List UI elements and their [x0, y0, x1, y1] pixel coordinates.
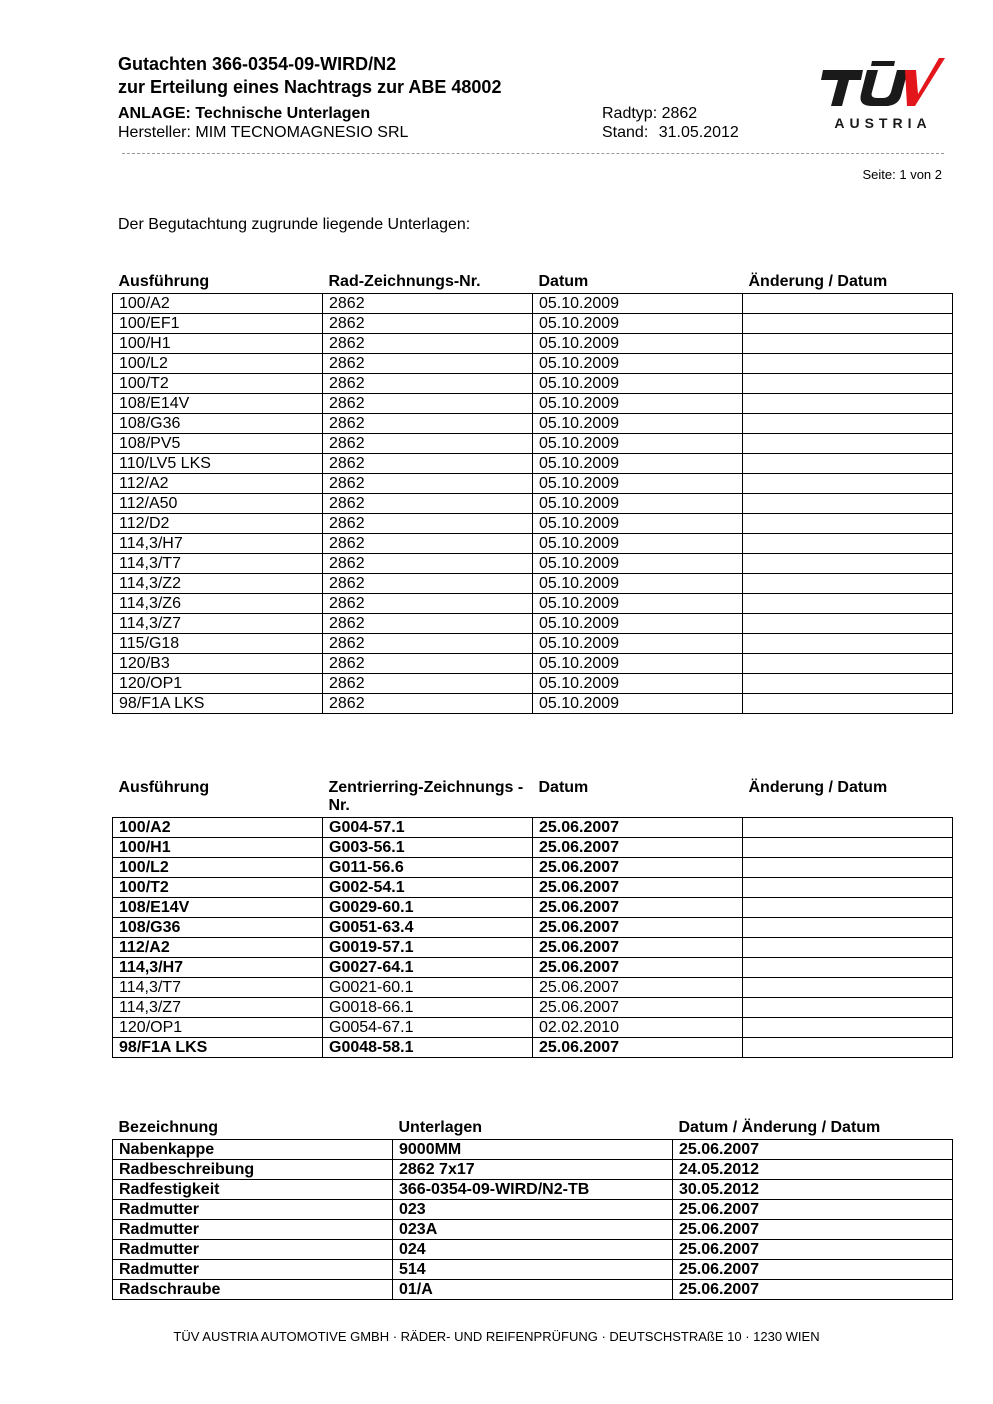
- table-cell: 100/A2: [113, 294, 323, 314]
- table-cell: 114,3/Z2: [113, 574, 323, 594]
- column-header: Datum: [538, 273, 589, 290]
- table-cell: G002-54.1: [323, 878, 533, 898]
- table-header-row: [113, 1119, 953, 1140]
- table-row: [113, 354, 953, 374]
- table-row: [113, 878, 953, 898]
- table-cell: 114,3/H7: [113, 958, 323, 978]
- table-row: [113, 654, 953, 674]
- table-row: [113, 998, 953, 1018]
- table-cell: [743, 314, 953, 334]
- table-cell: [743, 654, 953, 674]
- table-cell: 366-0354-09-WIRD/N2-TB: [393, 1180, 673, 1200]
- table-cell: G0048-58.1: [323, 1038, 533, 1058]
- table-cell: [743, 694, 953, 714]
- column-header: Änderung / Datum: [748, 779, 888, 796]
- table-cell: 2862 7x17: [393, 1160, 673, 1180]
- table-cell: 108/E14V: [113, 898, 323, 918]
- table-cell: 100/L2: [113, 354, 323, 374]
- table-cell: 100/EF1: [113, 314, 323, 334]
- table-row: [113, 1280, 953, 1300]
- table-row: [113, 534, 953, 554]
- table-row: [113, 838, 953, 858]
- table-row: [113, 594, 953, 614]
- table-row: [113, 1160, 953, 1180]
- header-divider: [122, 153, 944, 154]
- table-row: [113, 918, 953, 938]
- table-cell: [743, 534, 953, 554]
- table-cell: 25.06.2007: [533, 978, 743, 998]
- table-cell: 05.10.2009: [533, 394, 743, 414]
- table-cell: 108/PV5: [113, 434, 323, 454]
- table-cell: Nabenkappe: [113, 1140, 393, 1160]
- table-cell: 2862: [323, 614, 533, 634]
- table-cell: 98/F1A LKS: [113, 694, 323, 714]
- hersteller-label: Hersteller:: [118, 124, 191, 141]
- table-cell: 114,3/T7: [113, 554, 323, 574]
- table-cell: 120/OP1: [113, 674, 323, 694]
- table-cell: Radmutter: [113, 1220, 393, 1240]
- table-cell: Radbeschreibung: [113, 1160, 393, 1180]
- table-cell: 2862: [323, 414, 533, 434]
- table-cell: 2862: [323, 654, 533, 674]
- tuv-austria-logo: [817, 56, 947, 131]
- table-cell: [743, 898, 953, 918]
- table-cell: 114,3/Z7: [113, 614, 323, 634]
- table-cell: 2862: [323, 594, 533, 614]
- radtyp-value: 2862: [661, 105, 698, 122]
- table-cell: 024: [393, 1240, 673, 1260]
- table-cell: 05.10.2009: [533, 334, 743, 354]
- table-cell: 2862: [323, 694, 533, 714]
- table-cell: 2862: [323, 674, 533, 694]
- table-cell: [743, 454, 953, 474]
- table-row: [113, 978, 953, 998]
- table-cell: [743, 918, 953, 938]
- table-row: [113, 674, 953, 694]
- table-cell: 98/F1A LKS: [113, 1038, 323, 1058]
- table-cell: [743, 574, 953, 594]
- radtyp-line: [602, 104, 697, 123]
- table-row: [113, 1260, 953, 1280]
- table-cell: [743, 1018, 953, 1038]
- table-cell: 108/G36: [113, 918, 323, 938]
- column-header: Bezeichnung: [118, 1119, 219, 1136]
- table-cell: 25.06.2007: [533, 1038, 743, 1058]
- table-cell: G0054-67.1: [323, 1018, 533, 1038]
- table-cell: 05.10.2009: [533, 374, 743, 394]
- column-header: Rad-Zeichnungs-Nr.: [328, 273, 481, 290]
- table-cell: [743, 858, 953, 878]
- stand-value: 31.05.2012: [658, 124, 739, 141]
- table-cell: 100/H1: [113, 334, 323, 354]
- table-cell: 05.10.2009: [533, 654, 743, 674]
- table-cell: 100/A2: [113, 818, 323, 838]
- table-row: [113, 1220, 953, 1240]
- table-cell: 05.10.2009: [533, 594, 743, 614]
- column-header: Änderung / Datum: [748, 273, 888, 290]
- tuv-logo-graphic: [817, 56, 947, 131]
- table-cell: [743, 878, 953, 898]
- hersteller-value: MIM TECNOMAGNESIO SRL: [195, 124, 409, 141]
- table-row: [113, 514, 953, 534]
- table-cell: 2862: [323, 514, 533, 534]
- table-cell: G0019-57.1: [323, 938, 533, 958]
- table-cell: G004-57.1: [323, 818, 533, 838]
- table-cell: G0027-64.1: [323, 958, 533, 978]
- table-cell: 05.10.2009: [533, 474, 743, 494]
- hersteller-line: [118, 123, 408, 142]
- table-cell: 05.10.2009: [533, 314, 743, 334]
- table-cell: [743, 374, 953, 394]
- table-cell: 05.10.2009: [533, 674, 743, 694]
- unterlagen-table: [112, 1119, 953, 1300]
- table-cell: G011-56.6: [323, 858, 533, 878]
- column-header: Unterlagen: [398, 1119, 483, 1136]
- table-cell: 05.10.2009: [533, 414, 743, 434]
- table-cell: 02.02.2010: [533, 1018, 743, 1038]
- table-cell: 25.06.2007: [673, 1200, 953, 1220]
- footer-address: TÜV AUSTRIA AUTOMOTIVE GMBH · RÄDER- UND REIFENPRÜFUNG · DEUTSCHSTRAßE 10 · 1230 WIEN: [173, 1329, 820, 1344]
- table-cell: 112/A50: [113, 494, 323, 514]
- column-header: Ausführung: [118, 273, 210, 290]
- table-cell: 023A: [393, 1220, 673, 1240]
- table-row: [113, 434, 953, 454]
- table-cell: 25.06.2007: [533, 898, 743, 918]
- table-row: [113, 1240, 953, 1260]
- table-row: [113, 858, 953, 878]
- table-cell: 25.06.2007: [673, 1280, 953, 1300]
- rad-zeichnungs-table: [112, 273, 953, 714]
- table-cell: [743, 1038, 953, 1058]
- table-cell: 2862: [323, 374, 533, 394]
- table-cell: [743, 958, 953, 978]
- anlage-label: ANLAGE: Technische Unterlagen: [118, 105, 371, 122]
- table-cell: 25.06.2007: [673, 1240, 953, 1260]
- table-cell: 120/B3: [113, 654, 323, 674]
- table-cell: 25.06.2007: [673, 1220, 953, 1240]
- table-cell: 023: [393, 1200, 673, 1220]
- table-row: [113, 938, 953, 958]
- table-row: [113, 634, 953, 654]
- table-cell: [743, 294, 953, 314]
- table-row: [113, 818, 953, 838]
- table-cell: [743, 434, 953, 454]
- table-cell: [743, 978, 953, 998]
- table-header-row: [113, 273, 953, 294]
- table-cell: 05.10.2009: [533, 294, 743, 314]
- table-cell: 25.06.2007: [533, 858, 743, 878]
- table-header-row: [113, 779, 953, 818]
- table-cell: 514: [393, 1260, 673, 1280]
- table-row: [113, 1180, 953, 1200]
- table-cell: 25.06.2007: [533, 938, 743, 958]
- table-cell: 100/T2: [113, 878, 323, 898]
- table-cell: 112/A2: [113, 474, 323, 494]
- page-indicator: Seite: 1 von 2: [862, 167, 942, 182]
- column-header: Zentrierring-Zeichnungs -Nr.: [328, 779, 524, 814]
- table-cell: 114,3/Z6: [113, 594, 323, 614]
- table-cell: 2862: [323, 294, 533, 314]
- document-subtitle: zur Erteilung eines Nachtrags zur ABE 48002: [118, 77, 502, 97]
- table-cell: [743, 594, 953, 614]
- intro-text: Der Begutachtung zugrunde liegende Unterlagen:: [118, 216, 471, 233]
- table-cell: 108/G36: [113, 414, 323, 434]
- table-row: [113, 1018, 953, 1038]
- table-cell: [743, 838, 953, 858]
- table-cell: 05.10.2009: [533, 694, 743, 714]
- column-header: Datum: [538, 779, 589, 796]
- table-row: [113, 374, 953, 394]
- table-cell: [743, 394, 953, 414]
- table-cell: 2862: [323, 454, 533, 474]
- table-cell: 05.10.2009: [533, 354, 743, 374]
- table-cell: 2862: [323, 534, 533, 554]
- table-cell: Radfestigkeit: [113, 1180, 393, 1200]
- table-cell: [743, 634, 953, 654]
- table-cell: 2862: [323, 634, 533, 654]
- table-cell: 05.10.2009: [533, 614, 743, 634]
- table-cell: Radmutter: [113, 1200, 393, 1220]
- table-cell: G0018-66.1: [323, 998, 533, 1018]
- table-cell: 100/H1: [113, 838, 323, 858]
- table-cell: 25.06.2007: [673, 1260, 953, 1280]
- table-cell: 25.06.2007: [533, 958, 743, 978]
- logo-sub-text: AUSTRIA: [834, 115, 932, 131]
- table-cell: 9000MM: [393, 1140, 673, 1160]
- table-cell: [743, 614, 953, 634]
- table-cell: 2862: [323, 494, 533, 514]
- table-cell: G0051-63.4: [323, 918, 533, 938]
- table-row: [113, 454, 953, 474]
- table-row: [113, 1140, 953, 1160]
- table-cell: 115/G18: [113, 634, 323, 654]
- table-row: [113, 574, 953, 594]
- table-cell: [743, 414, 953, 434]
- table-cell: 25.06.2007: [533, 998, 743, 1018]
- table-cell: 25.06.2007: [533, 838, 743, 858]
- table-cell: 25.06.2007: [673, 1140, 953, 1160]
- table-cell: 24.05.2012: [673, 1160, 953, 1180]
- table-row: [113, 1038, 953, 1058]
- table-cell: 2862: [323, 554, 533, 574]
- table-cell: 2862: [323, 334, 533, 354]
- table-row: [113, 1200, 953, 1220]
- table-cell: 112/D2: [113, 514, 323, 534]
- table-cell: 05.10.2009: [533, 634, 743, 654]
- table-cell: 05.10.2009: [533, 534, 743, 554]
- table-cell: G0029-60.1: [323, 898, 533, 918]
- table-cell: [743, 334, 953, 354]
- table-cell: 01/A: [393, 1280, 673, 1300]
- table-cell: 05.10.2009: [533, 514, 743, 534]
- table-cell: G003-56.1: [323, 838, 533, 858]
- table-cell: [743, 514, 953, 534]
- table-cell: 05.10.2009: [533, 574, 743, 594]
- table-cell: 2862: [323, 394, 533, 414]
- stand-label: Stand:: [602, 124, 649, 141]
- table-cell: 2862: [323, 314, 533, 334]
- table-row: [113, 294, 953, 314]
- table-cell: 120/OP1: [113, 1018, 323, 1038]
- table-cell: [743, 998, 953, 1018]
- column-header: Datum / Änderung / Datum: [678, 1119, 881, 1136]
- table-cell: 25.06.2007: [533, 918, 743, 938]
- table-row: [113, 314, 953, 334]
- table-cell: 25.06.2007: [533, 878, 743, 898]
- table-cell: 114,3/H7: [113, 534, 323, 554]
- table-cell: 114,3/T7: [113, 978, 323, 998]
- radtyp-label: Radtyp:: [602, 105, 658, 122]
- table-cell: 05.10.2009: [533, 434, 743, 454]
- table-cell: 108/E14V: [113, 394, 323, 414]
- table-cell: 30.05.2012: [673, 1180, 953, 1200]
- table-cell: Radmutter: [113, 1240, 393, 1260]
- table-cell: 2862: [323, 574, 533, 594]
- table-cell: 100/T2: [113, 374, 323, 394]
- table-cell: Radmutter: [113, 1260, 393, 1280]
- table-row: [113, 334, 953, 354]
- table-cell: 2862: [323, 434, 533, 454]
- table-cell: [743, 354, 953, 374]
- table-cell: 110/LV5 LKS: [113, 454, 323, 474]
- table-cell: 114,3/Z7: [113, 998, 323, 1018]
- table-row: [113, 694, 953, 714]
- table-row: [113, 554, 953, 574]
- table-cell: G0021-60.1: [323, 978, 533, 998]
- table-cell: 2862: [323, 474, 533, 494]
- document-title: Gutachten 366-0354-09-WIRD/N2: [118, 54, 397, 74]
- table-row: [113, 394, 953, 414]
- stand-line: [602, 123, 739, 142]
- table-cell: [743, 818, 953, 838]
- table-cell: Radschraube: [113, 1280, 393, 1300]
- table-cell: [743, 554, 953, 574]
- table-cell: 2862: [323, 354, 533, 374]
- table-row: [113, 958, 953, 978]
- table-cell: [743, 938, 953, 958]
- table-row: [113, 414, 953, 434]
- table-cell: 05.10.2009: [533, 494, 743, 514]
- table-cell: 100/L2: [113, 858, 323, 878]
- table-row: [113, 474, 953, 494]
- table-row: [113, 494, 953, 514]
- table-cell: [743, 474, 953, 494]
- table-row: [113, 614, 953, 634]
- table-cell: 05.10.2009: [533, 554, 743, 574]
- table-cell: 05.10.2009: [533, 454, 743, 474]
- table-cell: 25.06.2007: [533, 818, 743, 838]
- table-cell: 112/A2: [113, 938, 323, 958]
- column-header: Ausführung: [118, 779, 210, 796]
- table-cell: [743, 674, 953, 694]
- table-cell: [743, 494, 953, 514]
- table-row: [113, 898, 953, 918]
- zentrierring-table: [112, 779, 953, 1058]
